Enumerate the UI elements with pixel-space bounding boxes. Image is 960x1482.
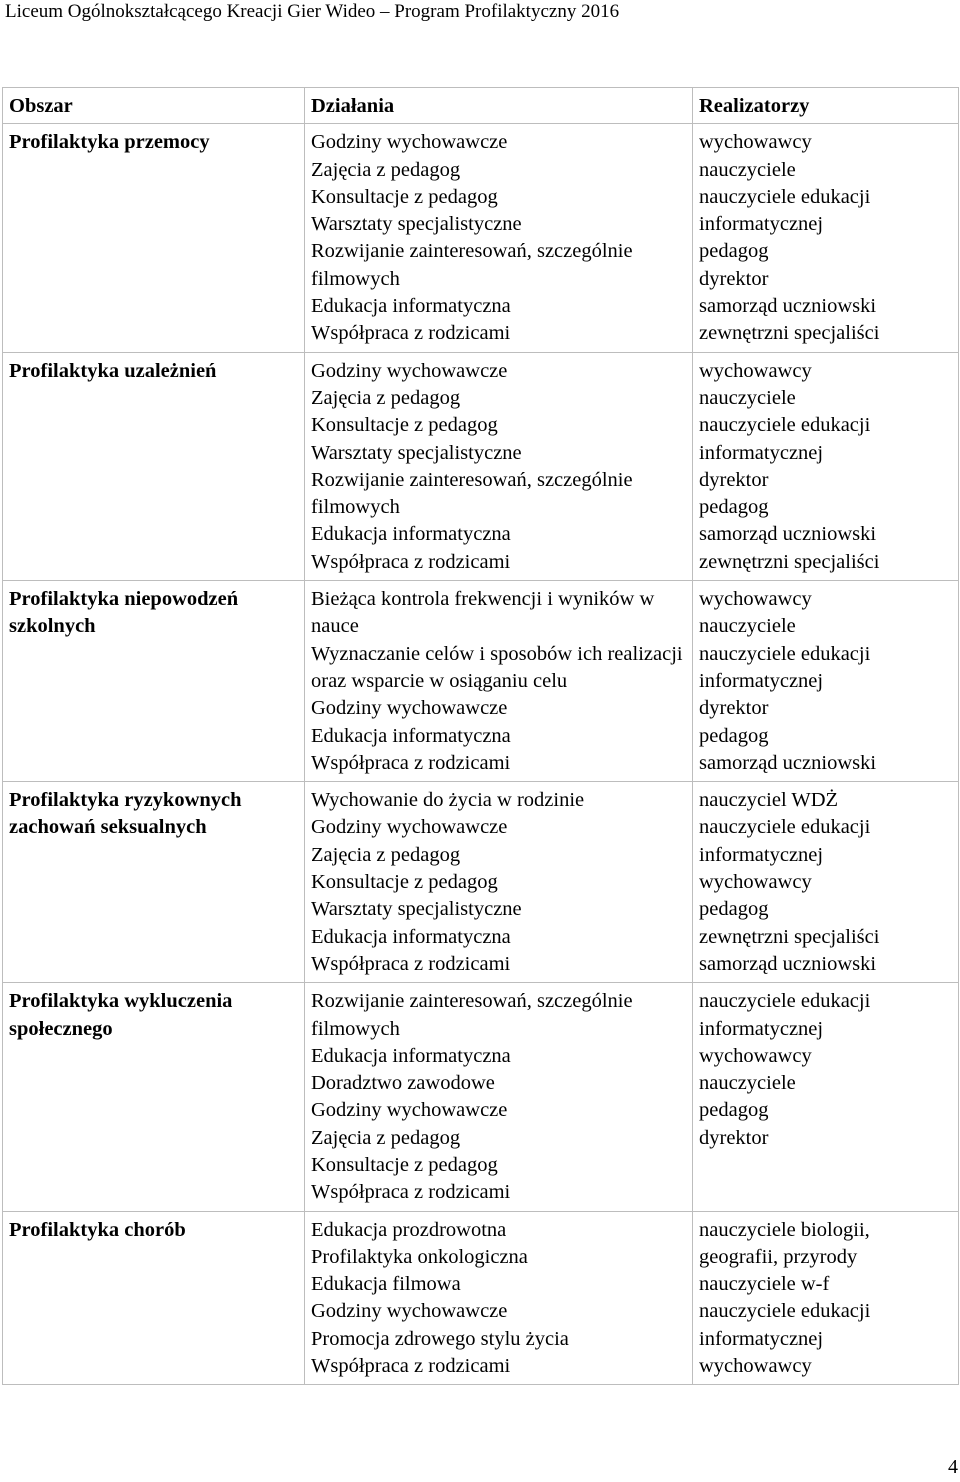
executor-item: nauczyciele edukacji informatycznej [699,414,871,464]
table-row [3,581,959,782]
action-item: Edukacja prozdrowotna [311,1218,507,1241]
action-item: Konsultacje z pedagog [311,871,498,894]
executor-item: nauczyciele edukacji informatycznej [699,642,871,692]
executor-item: samorząd uczniowski [699,523,877,546]
column-header-actions: Działania [305,88,693,124]
action-item: Współpraca z rodzicami [311,952,511,975]
action-item: Edukacja filmowa [311,1273,461,1296]
column-header-executors: Realizatorzy [693,88,959,124]
executors-cell [693,1211,959,1385]
action-item: Edukacja informatyczna [311,925,511,948]
action-item: Godziny wychowawcze [311,1099,508,1122]
actions-cell [305,352,693,580]
table-row [3,983,959,1211]
table-row [3,124,959,352]
table-header-row [3,88,959,124]
table-row [3,1211,959,1385]
area-cell: Profilaktyka niepowodzeń szkolnych [3,581,305,782]
action-item: Zajęcia z pedagog [311,1126,461,1149]
executor-item: wychowawcy [699,871,812,894]
executors-cell [693,581,959,782]
executor-item: nauczyciele [699,1072,796,1095]
executor-item: wychowawcy [699,1355,812,1378]
executors-cell [693,124,959,352]
action-item: Warsztaty specjalistyczne [311,898,522,921]
action-item: Profilaktyka onkologiczna [311,1245,528,1268]
action-item: Rozwijanie zainteresowań, szczególnie filmowych [311,240,633,290]
page-header-title: Liceum Ogólnokształcącego Kreacji Gier Wideo – Program Profilaktyczny 2016 [5,1,620,22]
area-cell: Profilaktyka uzależnień [3,352,305,580]
executor-item: pedagog [699,724,769,747]
executor-item: nauczyciele [699,386,796,409]
executor-item: nauczyciele edukacji informatycznej [699,990,871,1040]
page-number: 4 [948,1456,958,1478]
action-item: Rozwijanie zainteresowań, szczególnie filmowych [311,468,633,519]
executor-item: zewnętrzni specjaliści [699,925,880,948]
executor-item: nauczyciele edukacji informatycznej [699,185,871,236]
action-item: Wyznaczanie celów i sposobów ich realizacji oraz wsparcie w osiąganiu celu [311,642,683,692]
area-cell: Profilaktyka wykluczenia społecznego [3,983,305,1211]
executors-cell [693,983,959,1211]
action-item: Godziny wychowawcze [311,131,508,154]
executor-item: nauczyciel WDŻ [699,789,839,812]
action-item: Edukacja informatyczna [311,1044,511,1067]
column-header-area: Obszar [3,88,305,124]
executor-item: wychowawcy [699,588,812,611]
action-item: Współpraca z rodzicami [311,751,511,774]
executor-item: nauczyciele biologii, geografii, przyrody [699,1218,870,1268]
action-item: Zajęcia z pedagog [311,386,461,409]
executor-item: dyrektor [699,468,769,491]
executor-item: nauczyciele edukacji informatycznej [699,1300,871,1350]
action-item: Godziny wychowawcze [311,697,508,720]
actions-cell [305,983,693,1211]
executor-item: dyrektor [699,697,769,720]
executor-item: nauczyciele w-f [699,1273,830,1296]
action-item: Rozwijanie zainteresowań, szczególnie filmowych [311,990,633,1040]
executor-item: wychowawcy [699,1044,812,1067]
action-item: Edukacja informatyczna [311,295,511,318]
action-item: Współpraca z rodzicami [311,1181,511,1204]
executor-item: wychowawcy [699,359,812,382]
executors-cell [693,352,959,580]
executor-item: dyrektor [699,267,769,290]
action-item: Zajęcia z pedagog [311,843,461,866]
executor-item: samorząd uczniowski [699,952,877,975]
executor-item: pedagog [699,240,769,263]
action-item: Edukacja informatyczna [311,523,511,546]
executors-cell [693,782,959,983]
action-item: Konsultacje z pedagog [311,1153,498,1176]
action-item: Godziny wychowawcze [311,359,508,382]
table-row [3,352,959,580]
action-item: Zajęcia z pedagog [311,158,461,181]
action-item: Konsultacje z pedagog [311,185,498,208]
action-item: Warsztaty specjalistyczne [311,441,522,464]
action-item: Godziny wychowawcze [311,816,508,839]
area-cell: Profilaktyka ryzykownych zachowań seksualnych [3,782,305,983]
action-item: Konsultacje z pedagog [311,414,498,437]
action-item: Warsztaty specjalistyczne [311,213,522,236]
executor-item: wychowawcy [699,131,812,154]
action-item: Promocja zdrowego stylu życia [311,1327,569,1350]
executor-item: zewnętrzni specjaliści [699,322,880,345]
action-item: Doradztwo zawodowe [311,1072,495,1095]
actions-cell [305,1211,693,1385]
area-cell: Profilaktyka przemocy [3,124,305,352]
executor-item: nauczyciele [699,158,796,181]
action-item: Godziny wychowawcze [311,1300,508,1323]
actions-cell [305,124,693,352]
action-item: Wychowanie do życia w rodzinie [311,789,585,812]
action-item: Bieżąca kontrola frekwencji i wyników w nauce [311,588,655,638]
executor-item: pedagog [699,1099,769,1122]
action-item: Współpraca z rodzicami [311,550,511,573]
action-item: Edukacja informatyczna [311,724,511,747]
executor-item: nauczyciele [699,615,796,638]
program-table [2,87,959,1385]
executor-item: nauczyciele edukacji informatycznej [699,816,871,866]
executor-item: zewnętrzni specjaliści [699,550,880,573]
actions-cell [305,782,693,983]
area-cell: Profilaktyka chorób [3,1211,305,1385]
executor-item: pedagog [699,898,769,921]
executor-item: pedagog [699,496,769,519]
action-item: Współpraca z rodzicami [311,1355,511,1378]
actions-cell [305,581,693,782]
action-item: Współpraca z rodzicami [311,322,511,345]
table-row [3,782,959,983]
executor-item: dyrektor [699,1126,769,1149]
executor-item: samorząd uczniowski [699,295,877,318]
executor-item: samorząd uczniowski [699,751,877,774]
